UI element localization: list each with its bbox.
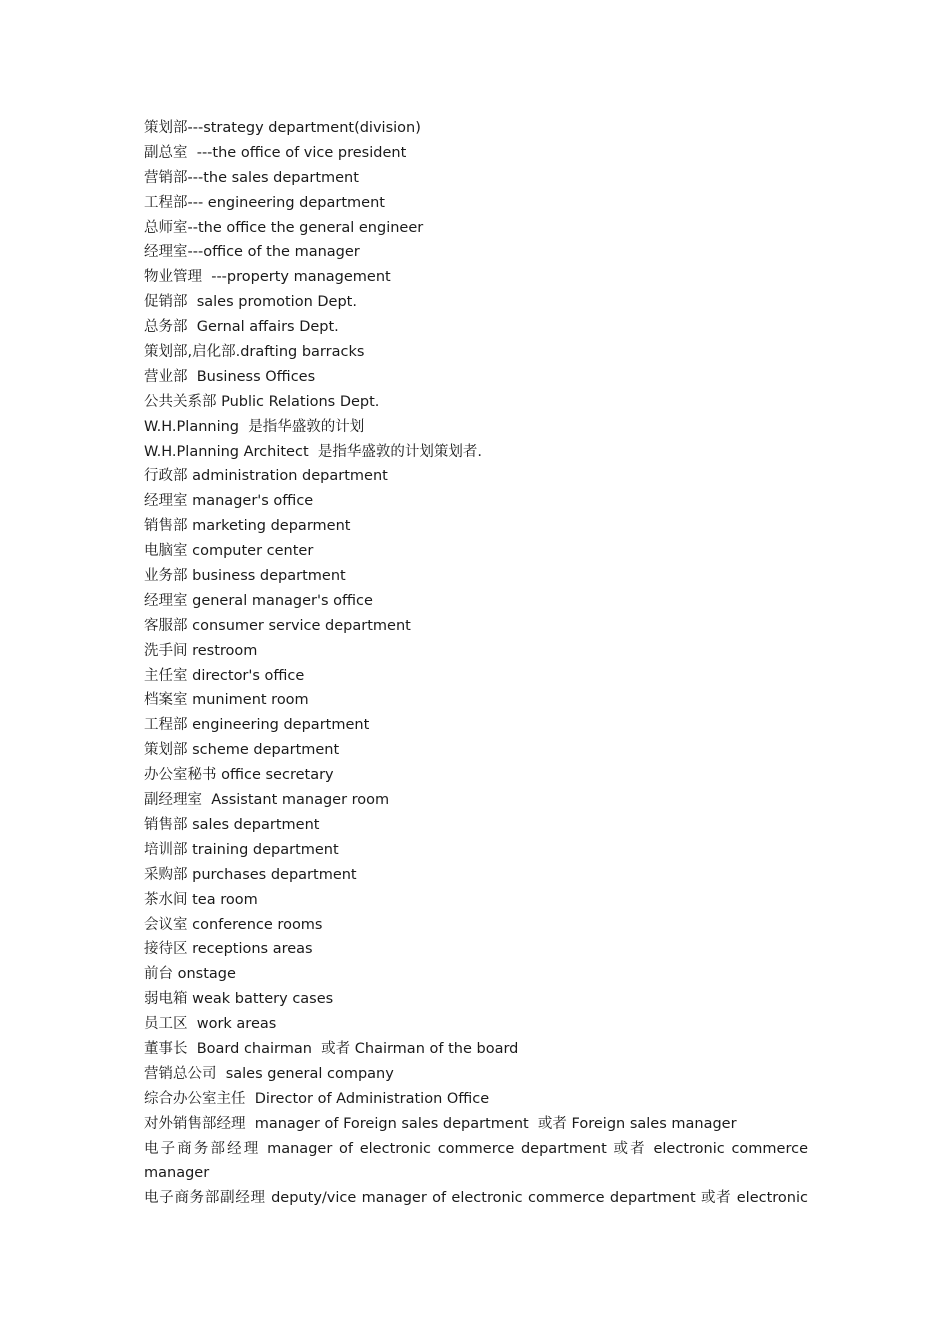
text-line: 营业部 Business Offices	[144, 368, 316, 385]
text-line: 行政部 administration department	[144, 468, 388, 485]
text-line: W.H.Planning 是指华盛敦的计划	[144, 418, 365, 435]
text-line: 经理室---office of the manager	[144, 244, 360, 261]
text-line: 档案室 muniment room	[144, 692, 309, 709]
text-line: 综合办公室主任 Director of Administration Office	[144, 1090, 490, 1107]
text-line: 茶水间 tea room	[144, 891, 258, 908]
text-line: 副总室 ---the office of vice president	[144, 144, 407, 161]
text-line: 电脑室 computer center	[144, 543, 314, 560]
text-line: 接待区 receptions areas	[144, 941, 313, 958]
text-line: 弱电箱 weak battery cases	[144, 991, 334, 1008]
text-line: 总师室--the office the general engineer	[144, 219, 424, 236]
document-body	[144, 116, 808, 1211]
text-line: 董事长 Board chairman 或者 Chairman of the board	[144, 1040, 519, 1057]
text-line: 前台 onstage	[144, 966, 236, 983]
text-line: 工程部 engineering department	[144, 717, 370, 734]
text-line: 业务部 business department	[144, 568, 346, 585]
text-line: 营销部---the sales department	[144, 169, 359, 186]
text-line: 经理室 manager's office	[144, 493, 314, 510]
text-line: 采购部 purchases department	[144, 866, 357, 883]
text-line: 经理室 general manager's office	[144, 592, 373, 609]
text-line: 办公室秘书 office secretary	[144, 767, 334, 784]
text-line: 洗手间 restroom	[144, 642, 258, 659]
text-line: 营销总公司 sales general company	[144, 1065, 394, 1082]
text-line: 对外销售部经理 manager of Foreign sales department 或者 Foreign sales manager	[144, 1115, 737, 1132]
text-line: 工程部--- engineering department	[144, 194, 385, 211]
text-line: 副经理室 Assistant manager room	[144, 792, 390, 809]
text-line: 会议室 conference rooms	[144, 916, 323, 933]
text-line: 策划部---strategy department(division)	[144, 120, 421, 136]
text-line: 策划部 scheme department	[144, 742, 340, 759]
text-line: 销售部 marketing deparment	[144, 518, 351, 535]
text-line-last: 电子商务部副经理 deputy/vice manager of electronic commerce department 或者 electronic	[144, 1190, 808, 1207]
text-line: 总务部 Gernal affairs Dept.	[144, 319, 339, 336]
text-line: 培训部 training department	[144, 841, 339, 858]
text-line: 物业管理 ---property management	[144, 269, 391, 286]
text-line: W.H.Planning Architect 是指华盛敦的计划策划者.	[144, 443, 482, 460]
wrapped-text-entry: 电子商务部经理 manager of electronic commerce department 或者 electronic commerce manager	[144, 1140, 808, 1182]
text-line: 策划部,启化部.drafting barracks	[144, 344, 365, 361]
text-line: 客服部 consumer service department	[144, 617, 411, 634]
text-line: 员工区 work areas	[144, 1016, 277, 1033]
text-line: 销售部 sales department	[144, 816, 320, 833]
text-line: 促销部 sales promotion Dept.	[144, 294, 357, 311]
text-line: 主任室 director's office	[144, 667, 305, 684]
text-line: 公共关系部 Public Relations Dept.	[144, 393, 380, 410]
